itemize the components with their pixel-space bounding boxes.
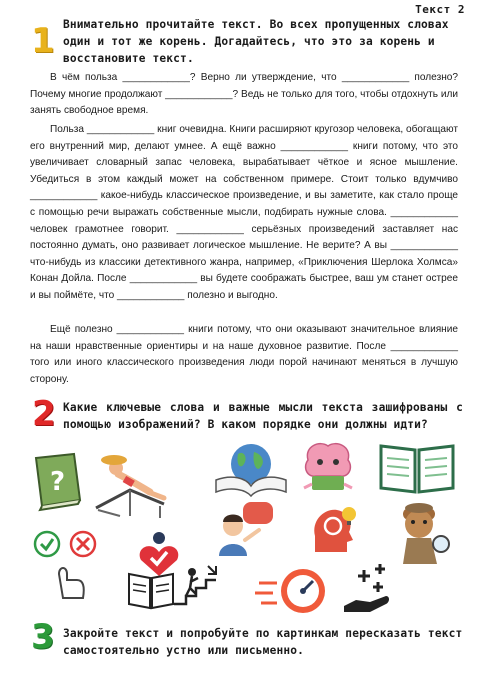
book-steps-success-icon xyxy=(172,560,220,606)
head-ideas-icon xyxy=(305,502,363,558)
task-1-instruction: Внимательно прочитайте текст. Во всех пропущенных словах один и тот же корень. Догадайтесь, что это за корень и восстановите текст. xyxy=(63,18,449,65)
task-number-3: 3 xyxy=(31,617,55,657)
sunbathing-woman-icon xyxy=(90,450,172,520)
text-paragraph-3: Ещё полезно ____________ книги потому, что они оказывают значительное влияние на наши нравственные ориентиры и на наше духовное развитие. После ____________ того или иного классического произведения люди порой начинают меняться в лучшую сторону. xyxy=(30,324,458,385)
brain-character-icon xyxy=(298,438,358,496)
hand-sparkles-icon xyxy=(340,562,396,614)
open-book-small-icon xyxy=(127,568,175,612)
speedometer-icon xyxy=(255,565,331,615)
task-3-instruction: Закройте текст и попробуйте по картинкам пересказать текст самостоятельно устно или письменно. xyxy=(63,627,463,657)
open-book-icon xyxy=(377,440,457,496)
text-title: Текст 2 xyxy=(415,3,465,16)
detective-bear-icon xyxy=(385,500,455,566)
text-paragraph-1: В чём польза ____________? Верно ли утверждение, что ____________ полезно? Почему многие продолжают ____________? Ведь не только для того, чтобы отдохнуть или занять свободное время. xyxy=(30,72,458,117)
svg-text:?: ? xyxy=(50,467,66,497)
speaking-man-icon xyxy=(215,500,275,558)
task-number-1: 1 xyxy=(31,21,55,61)
check-cross-choice-icon xyxy=(33,530,103,600)
globe-book-icon xyxy=(212,440,290,498)
task-2-instruction: Какие ключевые слова и важные мысли текста зашифрованы с помощью изображений? В каком порядке они должны идти? xyxy=(63,401,463,431)
task-number-2: 2 xyxy=(32,394,56,434)
question-book-icon xyxy=(30,450,88,512)
text-paragraph-2: Польза ____________ книг очевидна. Книги расширяют кругозор человека, обогащают его внутренний мир, делают умнее. А ещё важно ____________ книги потому, что это увеличивает словарный запас человека, вырабатывает чёткое и ясное мышление. Убедиться в этом каждый может на собственном примере. Стоит только вдумчиво ____________ какое-нибудь классическое произведение, и вы заметите, как стало проще с помощью речи выражать собственные мысли, подбирать нужные слова. ____________ человек грамотнее говорит. ____________ серьёзных произведений заставляет нас постоянно думать, оно развивает логическое мышление. Не верите? А вы ____________ что-нибудь из классики детективного жанра, например, «Приключения Шерлока Холмса» Конан Дойла. После ____________ вы будете соображать быстрее, ваш ум станет острее и вы поймёте, что ____________ полезно и выгодно. xyxy=(30,124,458,301)
